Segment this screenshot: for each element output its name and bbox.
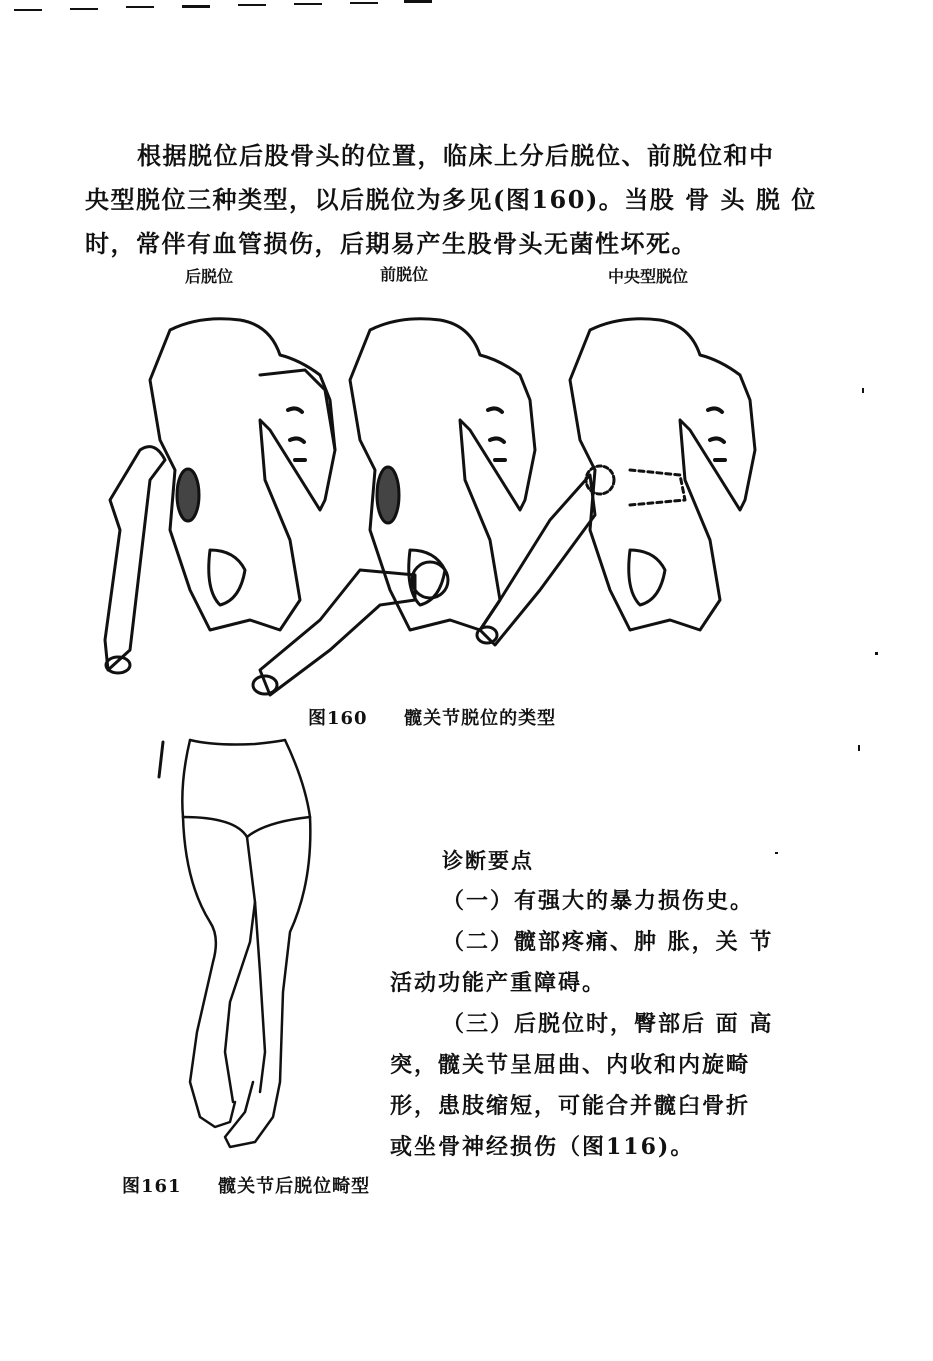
page-header-marks <box>0 0 460 14</box>
diagnosis-heading: 诊断要点 <box>442 848 534 873</box>
diagnosis-line: 突，髋关节呈屈曲、内收和内旋畸 <box>390 1052 751 1078</box>
figure-160-title: 髋关节脱位的类型 <box>404 708 557 729</box>
intro-paragraph <box>85 134 817 266</box>
scan-speck <box>775 852 778 854</box>
pelvis-anterior-icon <box>253 319 535 695</box>
scan-speck <box>862 388 864 393</box>
diagnosis-line: 或坐骨神经损伤（图116)。 <box>390 1134 695 1160</box>
scan-speck <box>875 652 878 655</box>
pelvis-central-icon <box>477 319 755 645</box>
label-anterior-dislocation: 前脱位 <box>380 265 429 284</box>
figure-160-caption <box>308 704 556 730</box>
diagnosis-line: （二）髋部疼痛、肿 胀，关 节 <box>442 929 774 955</box>
intro-line: 时，常伴有血管损伤，后期易产生股骨头无菌性坏死。 <box>85 229 697 258</box>
pelvis-posterior-icon <box>105 319 335 673</box>
diagnosis-line: （三）后脱位时，臀部后 面 高 <box>442 1011 774 1037</box>
label-posterior-dislocation: 后脱位 <box>185 267 234 286</box>
diagnosis-line: 形，患肢缩短，可能合并髋臼骨折 <box>390 1093 751 1119</box>
diagnosis-line: 活动功能产重障碍。 <box>390 970 607 996</box>
label-central-dislocation: 中央型脱位 <box>608 267 689 286</box>
figure-161-title: 髋关节后脱位畸型 <box>218 1176 371 1197</box>
figure-160-number: 图160 <box>308 708 368 729</box>
intro-line: 根据脱位后股骨头的位置，临床上分后脱位、前脱位和中 <box>137 141 775 170</box>
posterior-dislocation-legs-illustration <box>155 722 330 1162</box>
figure-161-caption <box>122 1172 370 1198</box>
figure-161-number: 图161 <box>122 1176 182 1197</box>
diagnosis-section <box>390 840 790 1168</box>
scan-speck <box>858 745 860 751</box>
intro-line: 央型脱位三种类型，以后脱位为多见(图160)。当股 骨 头 脱 位 <box>85 185 817 214</box>
hip-dislocation-types-illustration <box>100 300 780 700</box>
diagnosis-line: （一）有强大的暴力损伤史。 <box>442 888 755 914</box>
